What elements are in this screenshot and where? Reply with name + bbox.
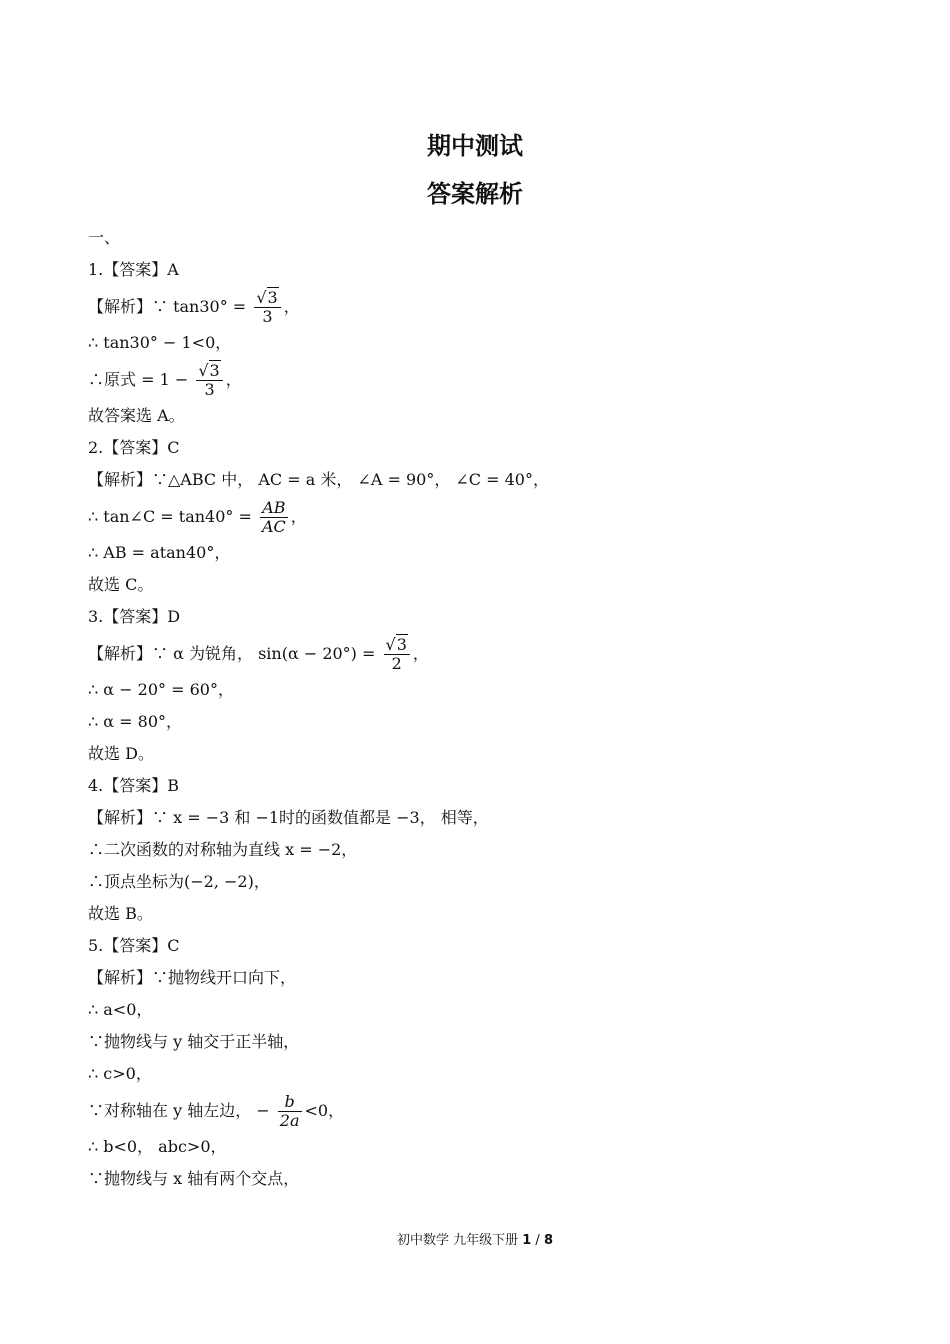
q2-explanation-line-4: 故选 C。 bbox=[88, 575, 154, 594]
footer-text: 初中数学 九年级下册 bbox=[396, 1233, 523, 1248]
footer-page-number: 1 bbox=[522, 1233, 532, 1248]
q1-explanation-line-1 bbox=[88, 286, 868, 327]
q5-l5-numerator: b bbox=[284, 1091, 295, 1111]
footer-separator: / bbox=[531, 1233, 544, 1248]
q5-explanation-line-2: ∴ a<0， bbox=[88, 1000, 153, 1019]
answer-content bbox=[88, 222, 868, 1195]
q1-l3-numerator: 3 bbox=[209, 360, 220, 380]
q3-explanation-line-1 bbox=[88, 633, 868, 674]
q3-l1-pre: 【解析】∵ α 为锐角， sin(α − 20°) = bbox=[88, 644, 381, 663]
q5-explanation-line-3: ∵抛物线与 y 轴交于正半轴， bbox=[88, 1032, 300, 1051]
q1-l1-post: ， bbox=[283, 297, 300, 316]
footer-page-total: 8 bbox=[543, 1233, 553, 1248]
q2-explanation-line-3: ∴ AB = atan40°， bbox=[88, 543, 231, 562]
q3-explanation-line-2: ∴ α − 20° = 60°， bbox=[88, 680, 234, 699]
q2-explanation-line-1: 【解析】∵△ABC 中， AC = a 米， ∠A = 90°， ∠C = 40°， bbox=[88, 470, 549, 489]
q5-l5-fraction bbox=[278, 1093, 302, 1131]
q5-l5-denominator: 2a bbox=[279, 1111, 300, 1130]
page-footer bbox=[0, 1229, 950, 1248]
q3-l1-numerator: 3 bbox=[396, 634, 407, 654]
q1-l3-denominator: 3 bbox=[196, 380, 222, 399]
q4-explanation-line-1: 【解析】∵ x = −3 和 −1时的函数值都是 −3， 相等， bbox=[88, 808, 489, 827]
q1-explanation-line-3 bbox=[88, 359, 868, 400]
q1-explanation-line-4: 故答案选 A。 bbox=[88, 406, 185, 425]
q5-l5-pre: ∵对称轴在 y 轴左边， − bbox=[88, 1101, 275, 1120]
q3-l1-fraction bbox=[384, 636, 410, 674]
q3-l1-denominator: 2 bbox=[384, 654, 410, 673]
q3-explanation-line-4: 故选 D。 bbox=[88, 744, 154, 763]
q5-explanation-line-1: 【解析】∵抛物线开口向下， bbox=[88, 968, 297, 987]
page-subtitle: 答案解析 bbox=[427, 180, 523, 208]
q4-explanation-line-4: 故选 B。 bbox=[88, 904, 153, 923]
sqrt-symbol: √3 bbox=[385, 634, 407, 654]
q1-explanation-line-2: ∴ tan30° − 1<0， bbox=[88, 333, 232, 352]
sqrt-symbol: √3 bbox=[198, 360, 220, 380]
q1-answer: 1.【答案】A bbox=[88, 260, 179, 279]
q5-l5-post: <0， bbox=[304, 1101, 345, 1120]
q2-answer: 2.【答案】C bbox=[88, 438, 180, 457]
q5-explanation-line-7: ∵抛物线与 x 轴有两个交点， bbox=[88, 1169, 300, 1188]
q1-l3-pre: ∴原式 = 1 − bbox=[88, 370, 194, 389]
sqrt-symbol: √3 bbox=[256, 287, 278, 307]
q5-explanation-line-6: ∴ b<0， abc>0， bbox=[88, 1137, 227, 1156]
q1-l1-numerator: 3 bbox=[267, 287, 278, 307]
q1-l3-post: ， bbox=[225, 370, 242, 389]
section-label: 一、 bbox=[88, 228, 121, 247]
q2-l2-fraction bbox=[260, 499, 288, 537]
q2-l2-numerator: AB bbox=[262, 497, 286, 517]
q4-explanation-line-2: ∴二次函数的对称轴为直线 x = −2， bbox=[88, 840, 358, 859]
q1-l3-fraction bbox=[196, 362, 222, 400]
q2-explanation-line-2 bbox=[88, 496, 868, 537]
q1-l1-fraction bbox=[254, 289, 280, 327]
q2-l2-pre: ∴ tan∠C = tan40° = bbox=[88, 507, 257, 526]
q3-answer: 3.【答案】D bbox=[88, 607, 181, 626]
q5-answer: 5.【答案】C bbox=[88, 936, 180, 955]
q2-l2-denominator: AC bbox=[261, 517, 286, 536]
q1-l1-denominator: 3 bbox=[254, 307, 280, 326]
q1-l1-pre: 【解析】∵ tan30° = bbox=[88, 297, 252, 316]
q5-explanation-line-5 bbox=[88, 1090, 868, 1131]
q4-answer: 4.【答案】B bbox=[88, 776, 180, 795]
q2-l2-post: ， bbox=[290, 507, 307, 526]
q4-explanation-line-3: ∴顶点坐标为(−2, −2)， bbox=[88, 872, 270, 891]
q3-l1-post: ， bbox=[412, 644, 429, 663]
q3-explanation-line-3: ∴ α = 80°， bbox=[88, 712, 183, 731]
page-title: 期中测试 bbox=[427, 132, 523, 160]
q5-explanation-line-4: ∴ c>0， bbox=[88, 1064, 152, 1083]
